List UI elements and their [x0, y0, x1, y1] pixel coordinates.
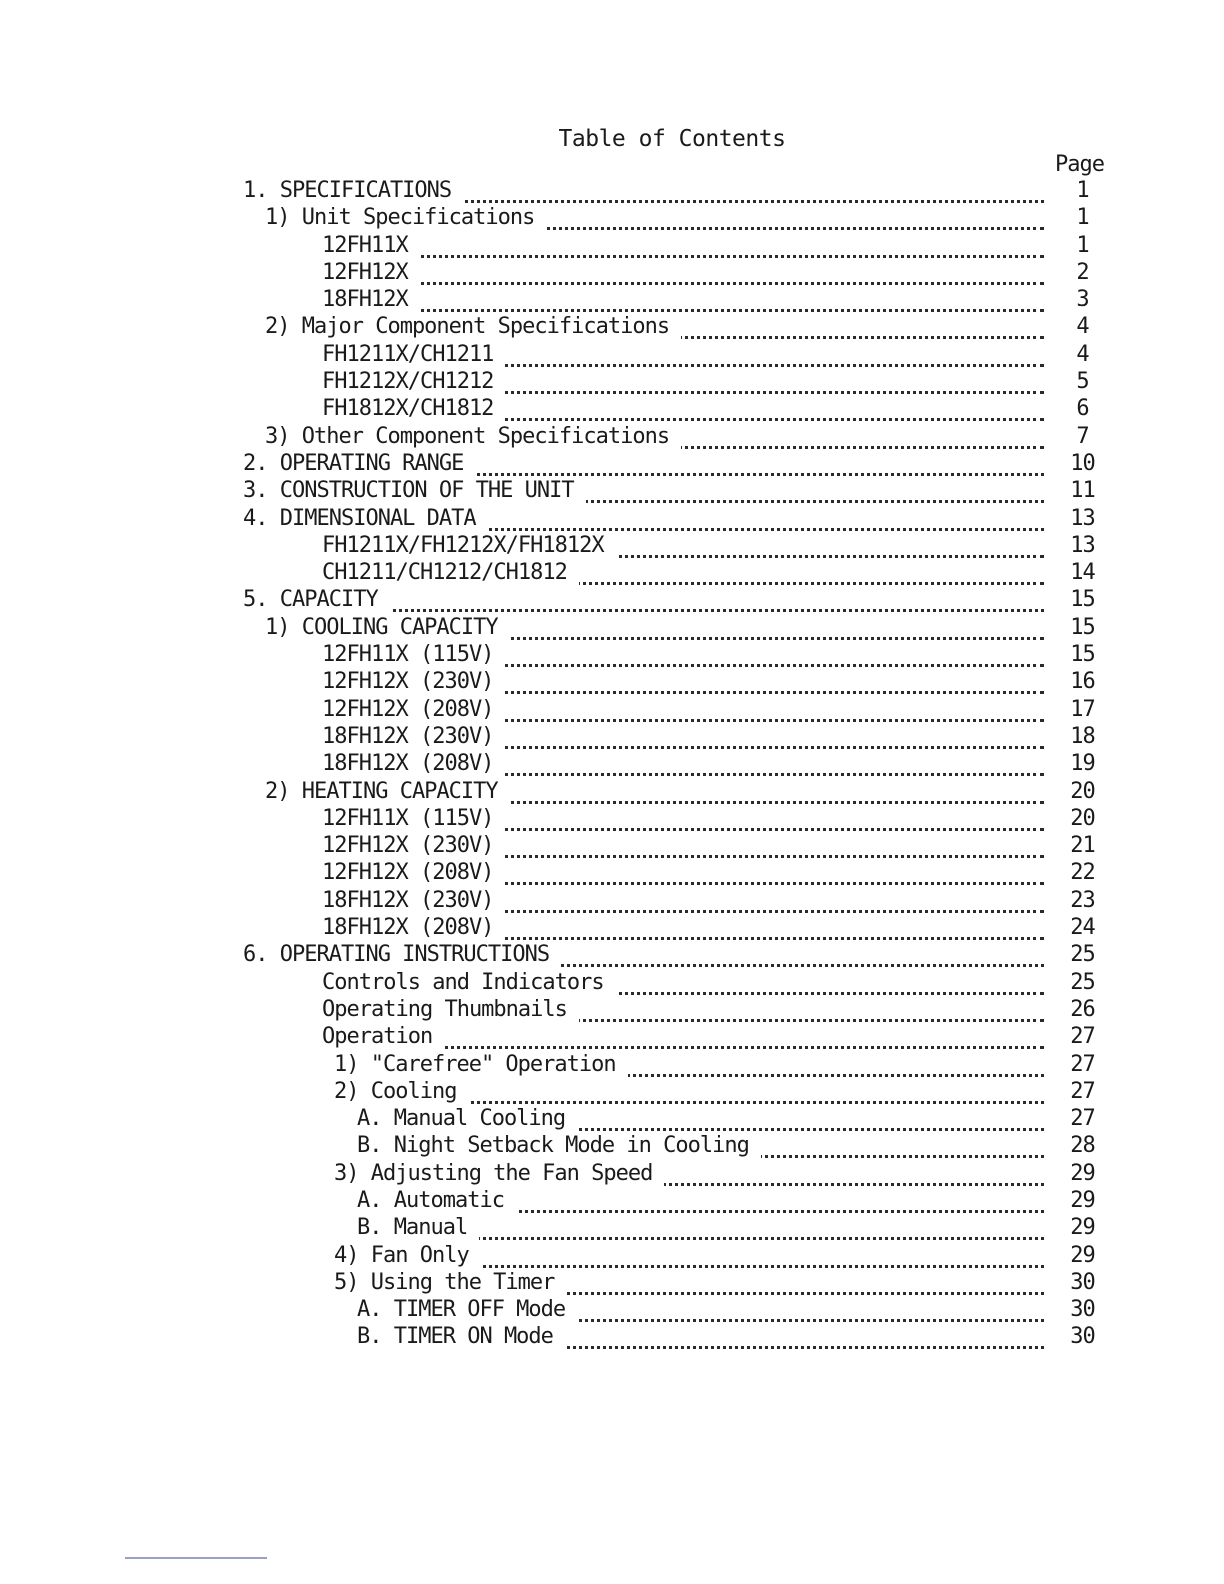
toc-entry — [0, 476, 1224, 503]
toc-entry-label: 18FH12X (230V) — [322, 724, 505, 750]
toc-entry-label: 1) "Carefree" Operation — [334, 1052, 628, 1078]
toc-entry-label: Operating Thumbnails — [322, 997, 579, 1023]
toc-entry — [0, 886, 1224, 913]
toc-entry-page: 18 — [1070, 723, 1095, 749]
toc-entry-page: 25 — [1070, 969, 1095, 995]
toc-title: Table of Contents — [558, 126, 786, 152]
toc-entry-page: 1 — [1076, 205, 1089, 231]
toc-entry — [0, 640, 1224, 667]
toc-entry-label: 5) Using the Timer — [334, 1270, 566, 1296]
toc-entry-page: 2 — [1076, 259, 1089, 285]
dot-leader — [330, 266, 1044, 285]
toc-entry-page: 26 — [1070, 996, 1095, 1022]
toc-entry-label: FH1211X/CH1211 — [322, 342, 505, 368]
toc-entry-label: Operation — [322, 1024, 444, 1050]
toc-entry-page: 14 — [1070, 560, 1095, 586]
footer-rule — [125, 1557, 267, 1559]
toc-entry-page: 4 — [1076, 314, 1089, 340]
toc-entry — [0, 1268, 1224, 1295]
toc-entry-label: 18FH12X (230V) — [322, 888, 505, 914]
toc-entry — [0, 940, 1224, 967]
toc-entry — [0, 340, 1224, 367]
toc-entry — [0, 1241, 1224, 1268]
toc-entry — [0, 1131, 1224, 1158]
toc-entry — [0, 777, 1224, 804]
toc-entry-page: 30 — [1070, 1324, 1095, 1350]
toc-entry-label: 12FH12X (208V) — [322, 860, 505, 886]
toc-entry — [0, 695, 1224, 722]
toc-entry — [0, 804, 1224, 831]
toc-entry-label: 12FH12X — [322, 260, 420, 286]
dot-leader — [330, 239, 1044, 258]
toc-entry — [0, 749, 1224, 776]
toc-entry-label: 12FH12X (208V) — [322, 697, 505, 723]
toc-entry-page: 25 — [1070, 942, 1095, 968]
toc-entry — [0, 1050, 1224, 1077]
toc-entry-page: 13 — [1070, 505, 1095, 531]
toc-entry-label: 1) COOLING CAPACITY — [265, 615, 510, 641]
toc-entry — [0, 1022, 1224, 1049]
toc-list — [0, 176, 1224, 1350]
toc-entry — [0, 1213, 1224, 1240]
toc-entry-page: 17 — [1070, 696, 1095, 722]
toc-entry — [0, 231, 1224, 258]
dot-leader — [330, 293, 1044, 312]
toc-entry-page: 11 — [1070, 478, 1095, 504]
toc-entry-page: 30 — [1070, 1297, 1095, 1323]
toc-entry-label: 4) Fan Only — [334, 1243, 481, 1269]
page-column-header: Page — [1055, 152, 1104, 177]
toc-entry — [0, 258, 1224, 285]
toc-entry-page: 29 — [1070, 1187, 1095, 1213]
toc-entry-label: 2) Major Component Specifications — [265, 314, 681, 340]
toc-entry-page: 21 — [1070, 833, 1095, 859]
toc-entry-page: 29 — [1070, 1215, 1095, 1241]
toc-entry-page: 27 — [1070, 1078, 1095, 1104]
toc-entry — [0, 995, 1224, 1022]
toc-entry-label: FH1812X/CH1812 — [322, 396, 505, 422]
toc-entry-label: 1) Unit Specifications — [265, 205, 546, 231]
toc-entry-page: 13 — [1070, 532, 1095, 558]
toc-entry-page: 1 — [1076, 232, 1089, 258]
toc-entry-page: 27 — [1070, 1051, 1095, 1077]
toc-entry — [0, 394, 1224, 421]
toc-entry-label: 4. DIMENSIONAL DATA — [243, 506, 488, 532]
toc-entry-label: 12FH11X — [322, 233, 420, 259]
toc-entry — [0, 1159, 1224, 1186]
toc-entry-label: 3) Other Component Specifications — [265, 424, 681, 450]
toc-entry-label: B. Manual — [357, 1215, 479, 1241]
toc-entry — [0, 1295, 1224, 1322]
toc-entry — [0, 831, 1224, 858]
toc-entry-page: 4 — [1076, 341, 1089, 367]
toc-entry — [0, 1104, 1224, 1131]
toc-entry-page: 27 — [1070, 1106, 1095, 1132]
toc-entry-page: 28 — [1070, 1133, 1095, 1159]
toc-entry-label: 18FH12X — [322, 287, 420, 313]
toc-entry-page: 22 — [1070, 860, 1095, 886]
toc-entry — [0, 722, 1224, 749]
toc-entry-page: 27 — [1070, 1024, 1095, 1050]
toc-entry-page: 30 — [1070, 1269, 1095, 1295]
toc-entry — [0, 203, 1224, 230]
toc-entry-label: 1. SPECIFICATIONS — [243, 178, 463, 204]
toc-entry-label: B. TIMER ON Mode — [357, 1324, 565, 1350]
toc-entry-page: 20 — [1070, 778, 1095, 804]
toc-entry — [0, 558, 1224, 585]
toc-entry-label: 12FH11X (115V) — [322, 642, 505, 668]
toc-entry-page: 1 — [1076, 178, 1089, 203]
toc-entry-label: Controls and Indicators — [322, 970, 616, 996]
toc-entry-page: 7 — [1076, 423, 1089, 449]
toc-entry — [0, 367, 1224, 394]
toc-entry — [0, 312, 1224, 339]
toc-entry-label: A. Automatic — [357, 1188, 516, 1214]
toc-entry-label: FH1212X/CH1212 — [322, 369, 505, 395]
toc-entry — [0, 585, 1224, 612]
toc-entry — [0, 1077, 1224, 1104]
toc-entry-page: 15 — [1070, 587, 1095, 613]
toc-entry-page: 23 — [1070, 887, 1095, 913]
toc-entry-page: 29 — [1070, 1160, 1095, 1186]
toc-entry-label: FH1211X/FH1212X/FH1812X — [322, 533, 616, 559]
toc-entry — [0, 667, 1224, 694]
toc-entry — [0, 449, 1224, 476]
toc-entry-page: 24 — [1070, 915, 1095, 941]
toc-entry — [0, 176, 1224, 203]
toc-entry-label: 3) Adjusting the Fan Speed — [334, 1161, 664, 1187]
toc-entry-label: 2) Cooling — [334, 1079, 468, 1105]
toc-entry-label: 18FH12X (208V) — [322, 751, 505, 777]
toc-entry-label: A. Manual Cooling — [357, 1106, 577, 1132]
toc-entry-label: 2. OPERATING RANGE — [243, 451, 475, 477]
toc-entry-page: 10 — [1070, 450, 1095, 476]
toc-entry-page: 15 — [1070, 614, 1095, 640]
toc-entry-label: B. Night Setback Mode in Cooling — [357, 1133, 761, 1159]
toc-entry — [0, 858, 1224, 885]
toc-entry-label: 12FH12X (230V) — [322, 669, 505, 695]
toc-entry-page: 5 — [1076, 369, 1089, 395]
toc-entry-label: 12FH11X (115V) — [322, 806, 505, 832]
toc-entry-label: CH1211/CH1212/CH1812 — [322, 560, 579, 586]
toc-entry — [0, 285, 1224, 312]
toc-entry-page: 16 — [1070, 669, 1095, 695]
toc-entry — [0, 968, 1224, 995]
toc-entry — [0, 504, 1224, 531]
toc-entry-label: 5. CAPACITY — [243, 587, 390, 613]
toc-entry — [0, 613, 1224, 640]
toc-entry-label: 18FH12X (208V) — [322, 915, 505, 941]
toc-entry-label: 6. OPERATING INSTRUCTIONS — [243, 942, 561, 968]
toc-entry-page: 29 — [1070, 1242, 1095, 1268]
toc-entry-page: 3 — [1076, 287, 1089, 313]
toc-entry — [0, 422, 1224, 449]
toc-entry-label: 2) HEATING CAPACITY — [265, 779, 510, 805]
toc-entry-page: 6 — [1076, 396, 1089, 422]
toc-entry-label: A. TIMER OFF Mode — [357, 1297, 577, 1323]
toc-entry-page: 20 — [1070, 805, 1095, 831]
toc-entry-page: 15 — [1070, 642, 1095, 668]
toc-entry-label: 12FH12X (230V) — [322, 833, 505, 859]
toc-entry — [0, 1186, 1224, 1213]
toc-entry — [0, 1322, 1224, 1349]
toc-entry-label: 3. CONSTRUCTION OF THE UNIT — [243, 478, 586, 504]
toc-entry — [0, 531, 1224, 558]
toc-entry-page: 19 — [1070, 751, 1095, 777]
toc-entry — [0, 913, 1224, 940]
